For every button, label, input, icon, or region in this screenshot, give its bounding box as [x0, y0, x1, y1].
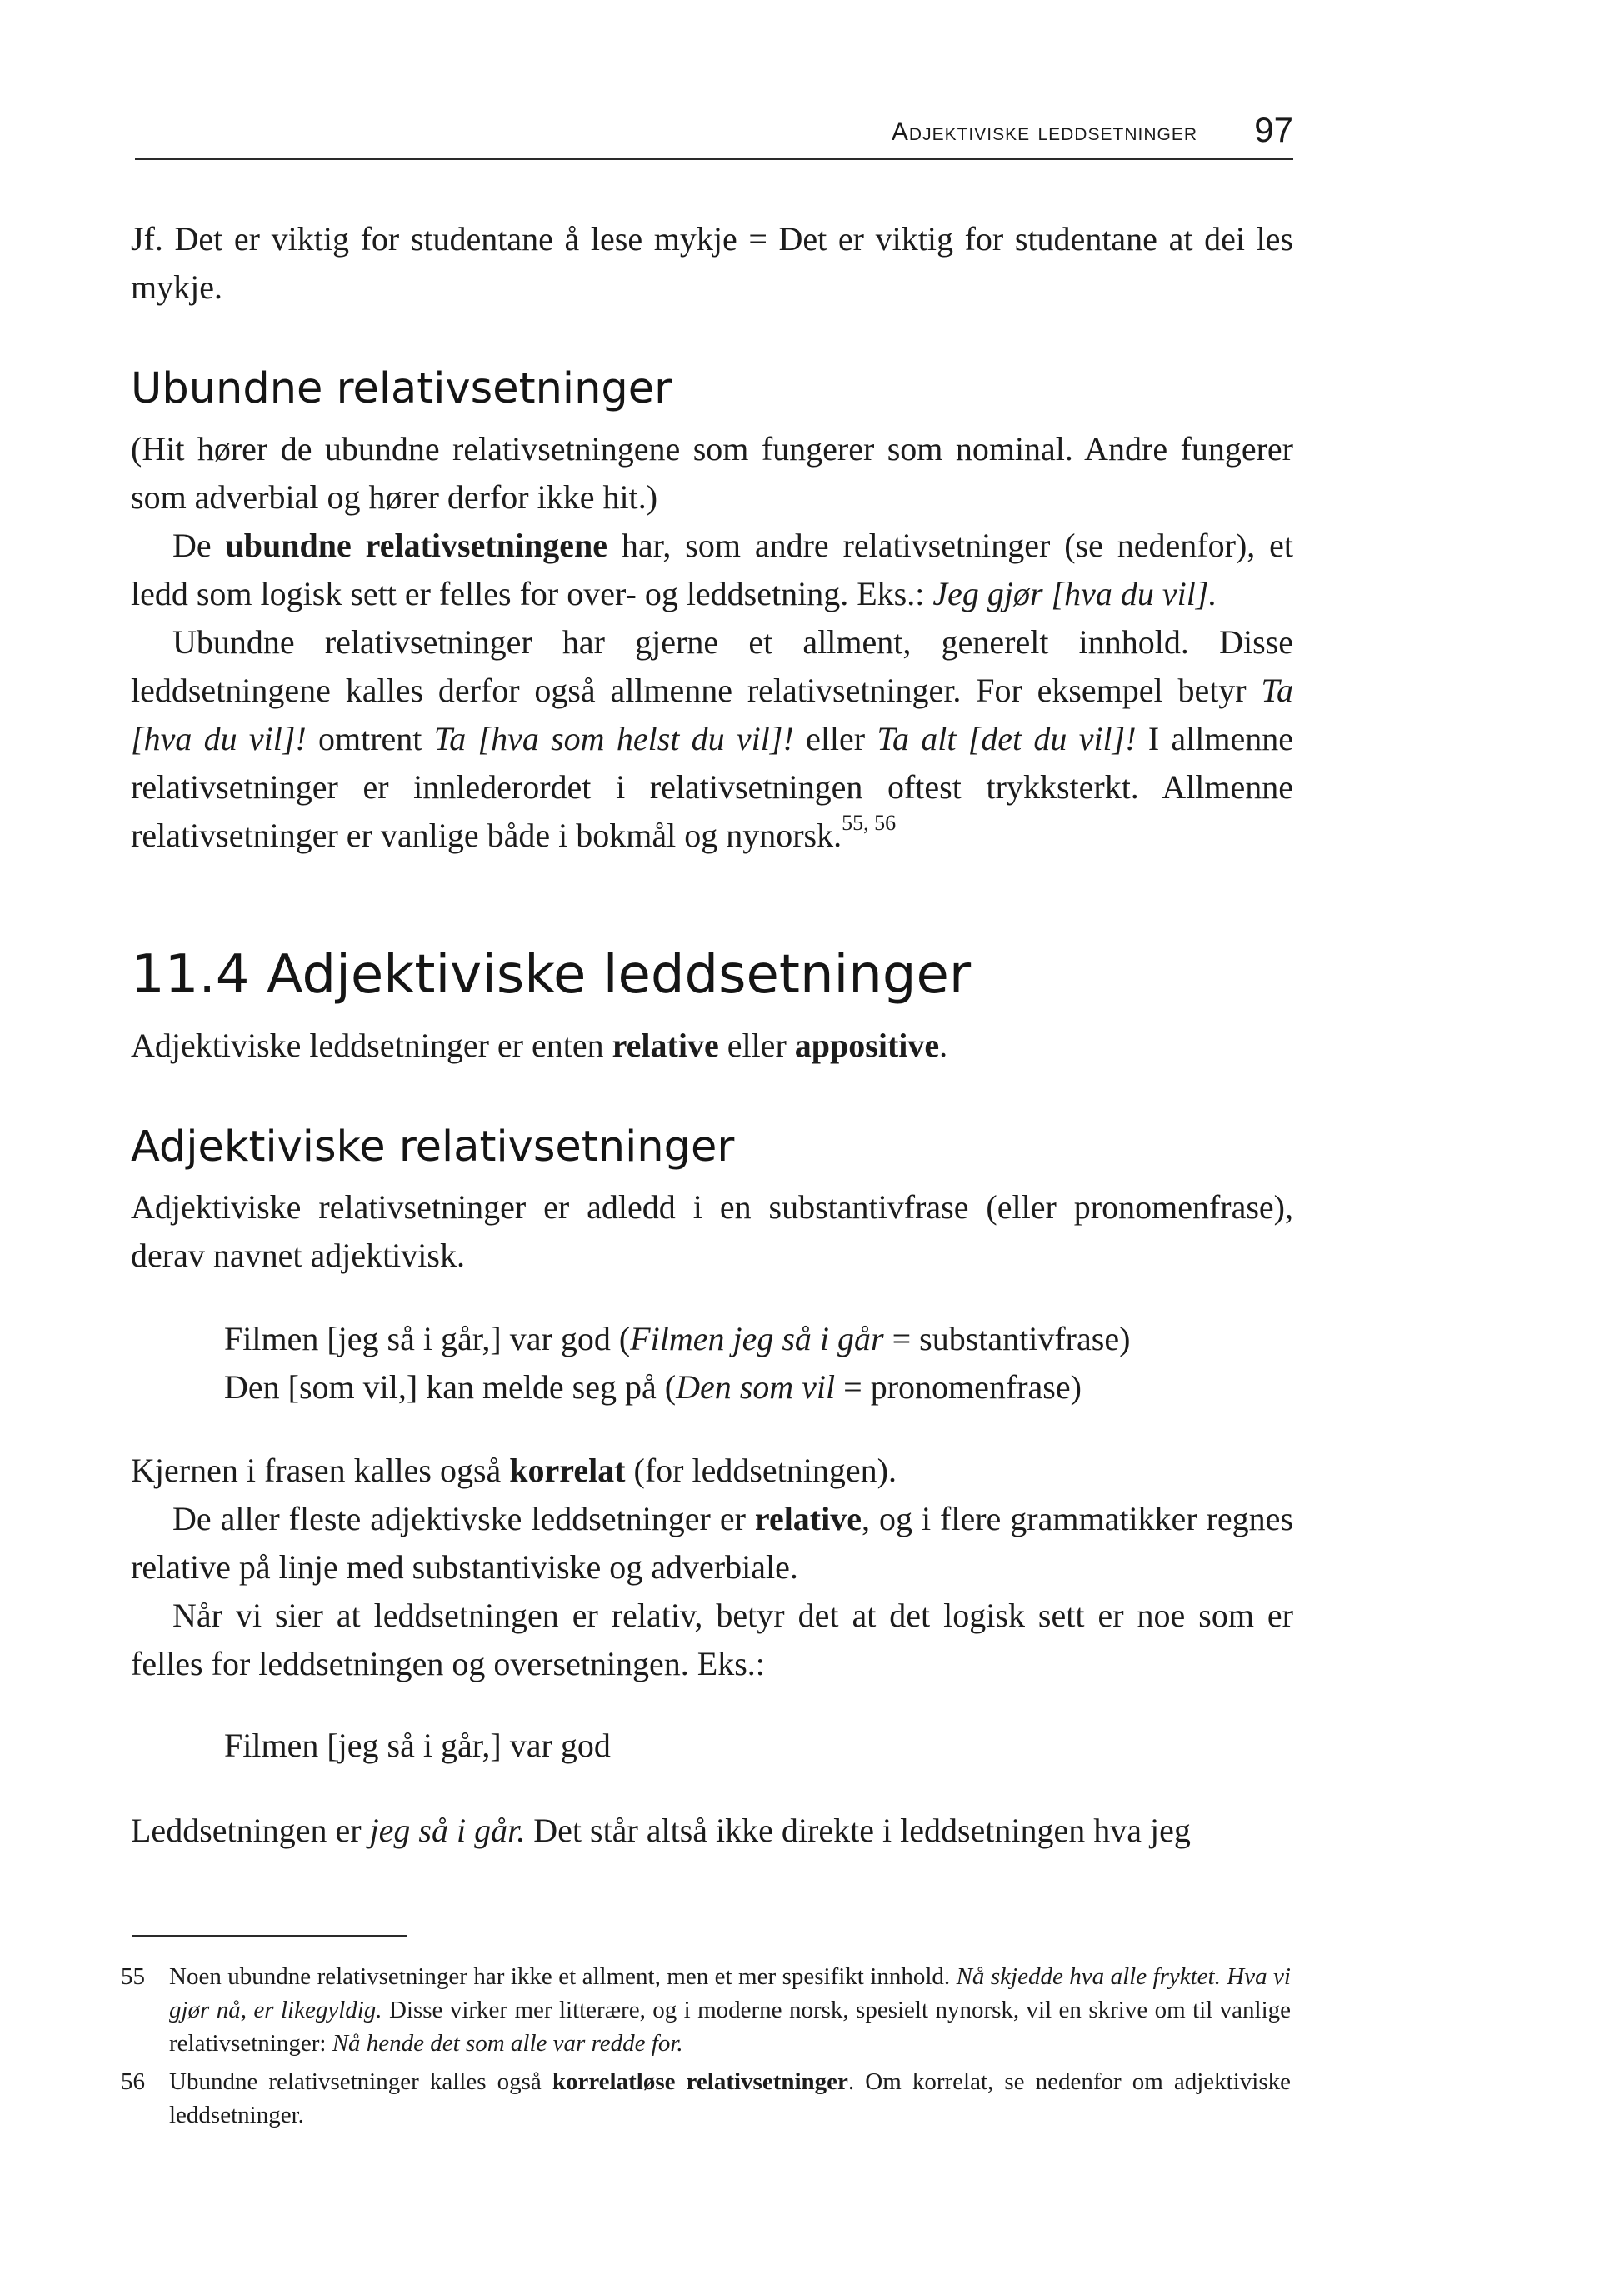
- text-run: = pronomenfrase): [835, 1368, 1082, 1406]
- italic-example: Ta [hva som helst du vil]!: [433, 720, 794, 758]
- paragraph-adledd: Adjektiviske relativsetninger er adledd i en substantivfrase (eller pronomenfrase), derav navnet adjektivisk.: [131, 1188, 1293, 1274]
- example-block: [131, 1315, 1293, 1412]
- italic-example: Filmen jeg så i går: [630, 1320, 884, 1358]
- italic-example: jeg så i går.: [369, 1812, 526, 1849]
- page-number: 97: [1254, 110, 1293, 149]
- text-run: , og i flere grammatikker regnes relative på linje med substantiviske og adverbiale.: [131, 1500, 1294, 1586]
- text-run: Den [som vil,] kan melde seg på (: [224, 1368, 677, 1406]
- text-run: . Om korrelat, se nedenfor om adjektiviske leddsetninger.: [169, 2068, 1291, 2128]
- text-run: Filmen [jeg så i går,] var god (: [224, 1320, 631, 1358]
- example-line: Filmen [jeg så i går,] var god: [224, 1727, 611, 1764]
- paragraph-allmenne: [131, 618, 1293, 860]
- footnote-56: [114, 2065, 1291, 2132]
- text-run: eller: [718, 1027, 795, 1064]
- text-run: (for leddsetningen).: [625, 1452, 897, 1489]
- footnote-number: 55: [121, 1963, 145, 1990]
- text-run: Noen ubundne relativsetninger har ikke et allment, men et mer spesifikt innhold.: [169, 1963, 957, 1990]
- footnotes: [114, 1935, 1291, 2137]
- paragraph-hit: (Hit hører de ubundne relativsetningene som fungerer som nominal. Andre fungerer som adverbial og hører derfor ikke hit.): [131, 430, 1293, 516]
- paragraph-relativ: Når vi sier at leddsetningen er relativ, betyr det at det logisk sett er noe som er felles for leddsetningen og oversetningen. Eks.:: [131, 1597, 1293, 1682]
- text-run: = substantivfrase): [883, 1320, 1131, 1358]
- paragraph-section-intro: [131, 1022, 1293, 1070]
- text-run: I allmenne relativsetninger er innlederordet i relativsetningen oftest trykksterkt. Allmenne relativsetninger er vanlige både i bokmål og nynorsk.: [131, 720, 1294, 854]
- text-run: Ubundne relativsetninger kalles også: [169, 2068, 552, 2095]
- example-line: [131, 1363, 1293, 1412]
- text-run: .: [939, 1027, 948, 1064]
- text-run: Leddsetningen er: [131, 1812, 370, 1849]
- running-title: Adjektiviske leddsetninger: [891, 118, 1197, 146]
- text-run: har, som andre relativsetninger (se nedenfor), et ledd som logisk sett er felles for over- og leddsetning. Eks.:: [131, 527, 1294, 612]
- italic-example: Jeg gjør [hva du vil].: [932, 575, 1217, 612]
- bold-term: korrelatløse relativsetninger: [552, 2068, 848, 2095]
- example-line: [131, 1315, 1293, 1363]
- italic-example: Den som vil: [676, 1368, 836, 1406]
- footnote-divider: [132, 1935, 407, 1937]
- italic-example: Nå skjedde hva alle fryktet. Hva vi gjør nå, er likegyldig.: [169, 1963, 1291, 2023]
- paragraph-leddsetningen: [131, 1807, 1293, 1855]
- text-run: Kjernen i frasen kalles også: [131, 1452, 510, 1489]
- subheading-ubundne-relativsetninger: Ubundne relativsetninger: [131, 364, 672, 413]
- paragraph-fleste: [131, 1495, 1293, 1592]
- bold-term: korrelat: [509, 1452, 626, 1489]
- bold-term: ubundne relativsetningene: [225, 527, 608, 564]
- running-header: [135, 107, 1293, 160]
- paragraph-ubundne-definition: [131, 522, 1293, 618]
- text-run: Disse virker mer litterære, og i moderne norsk, spesielt nynorsk, vil en skrive om til vanlige relativsetninger:: [169, 1997, 1292, 2057]
- paragraph-korrelat: [131, 1447, 1293, 1495]
- footnote-reference[interactable]: 55, 56: [842, 810, 897, 835]
- text-run: De: [172, 527, 226, 564]
- bold-term: appositive: [794, 1027, 940, 1064]
- footnote-55: [114, 1960, 1291, 2060]
- section-heading-11-4: 11.4 Adjektiviske leddsetninger: [131, 944, 972, 1006]
- text-run: Ubundne relativsetninger har gjerne et allment, generelt innhold. Disse leddsetningene kalles derfor også allmenne relativsetninger. For eksempel betyr: [131, 623, 1293, 709]
- bold-term: relative: [754, 1500, 862, 1538]
- bold-term: relative: [612, 1027, 719, 1064]
- text-run: eller: [793, 720, 877, 758]
- example-block: [131, 1722, 1293, 1770]
- italic-example: Ta alt [det du vil]!: [877, 720, 1137, 758]
- paragraph-jf: Jf. Det er viktig for studentane å lese mykje = Det er viktig for studentane at dei les mykje.: [131, 220, 1293, 306]
- subheading-adjektiviske-relativsetninger: Adjektiviske relativsetninger: [131, 1122, 735, 1172]
- footnote-number: 56: [121, 2068, 145, 2095]
- text-run: Det står altså ikke direkte i leddsetningen hva jeg: [525, 1812, 1191, 1849]
- text-run: omtrent: [306, 720, 434, 758]
- text-run: De aller fleste adjektivske leddsetninger er: [172, 1500, 755, 1538]
- italic-example: Nå hende det som alle var redde for.: [332, 2030, 683, 2057]
- main-text: [131, 215, 1293, 1855]
- text-run: Adjektiviske leddsetninger er enten: [131, 1027, 612, 1064]
- italic-example: Ta [hva du vil]!: [131, 672, 1293, 758]
